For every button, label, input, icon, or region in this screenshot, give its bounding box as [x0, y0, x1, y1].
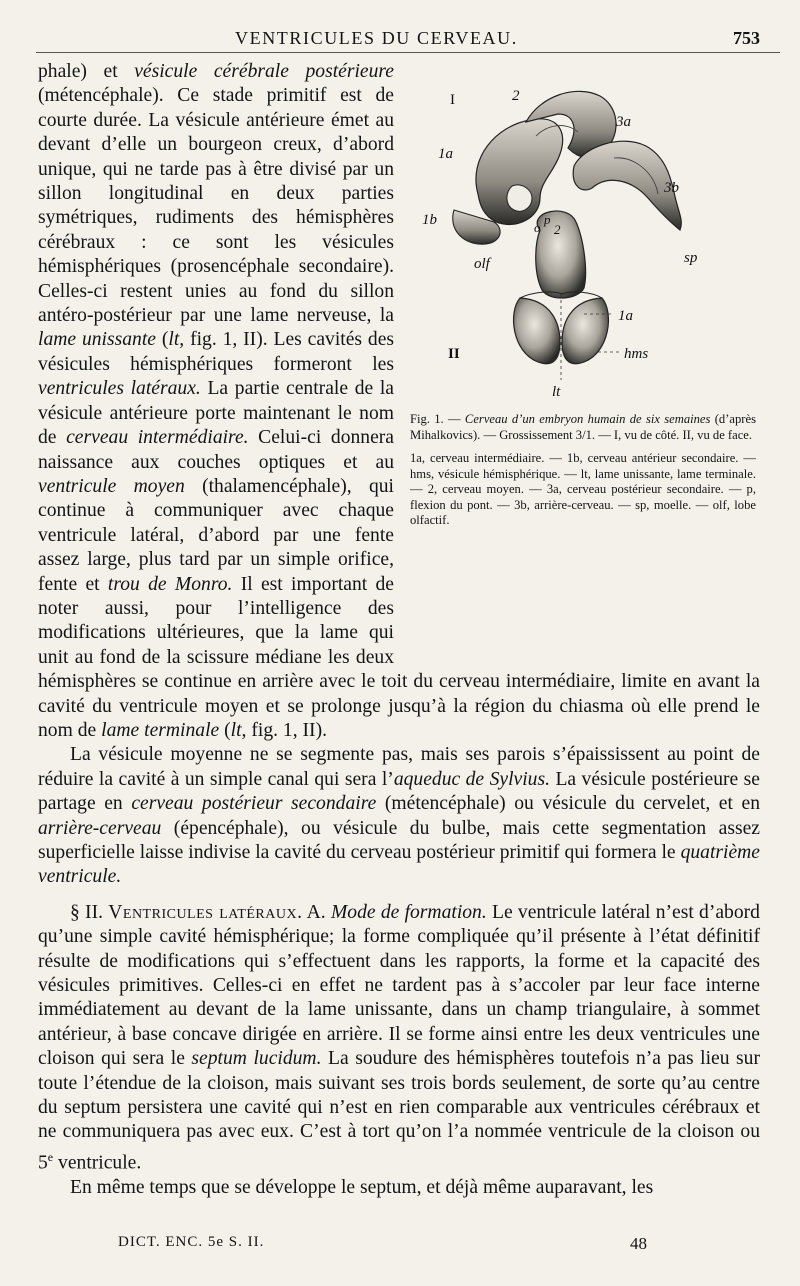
p1-text-a: (métencéphale). Ce stade primitif est de courte durée. La vésicule antérieure émet au devant d’elle un bourgeon creux, d’abord unique, qui ne tarde pas à être divisé par un sillon longitudinal en deux parties symétriques, rudiments des hémisphères cérébraux : ce sont les vésicules hémisphériques (prosencéphale secondaire). Celles-ci restent unies au fond du sillon antéro-postérieur par une lame nerveuse, la	[38, 85, 394, 327]
fig-label-o: o	[534, 220, 541, 235]
caption-title: Cerveau d’un embryon humain de six semaines	[464, 412, 711, 426]
p1-italic-term-3: lt,	[168, 329, 185, 351]
footer-signature: DICT. ENC. 5e S. II.	[118, 1234, 265, 1250]
fig-label-II: II	[448, 346, 460, 362]
section-heading: Ventricules latéraux.	[108, 901, 303, 923]
p2-text-c: (métencéphale) ou vésicule du cervelet, et en	[384, 793, 761, 815]
p1-text-b: (	[161, 329, 169, 351]
caption-heading: Fig. 1. — Cerveau d’un embryon humain de six semaines (d’après Mihalkovics). — Grossissement 3/1. — I, vu de côté. II, vu de face.	[410, 412, 756, 442]
p1-italic-term-2: lame unissante	[38, 329, 156, 351]
subsection-title: Mode de formation.	[330, 901, 487, 923]
fig-label-I: I	[450, 92, 455, 108]
p1-text-c: fig. 1, II). Les cavités des vésicules hémisphériques formeront les	[38, 329, 395, 375]
p3-italic-term-2: septum lucidum.	[191, 1048, 322, 1070]
p2-italic-term-2: cerveau postérieur secondaire	[131, 793, 377, 815]
p1-text-intro: phale) et	[38, 61, 118, 82]
fig-label-1a-top: 1a	[438, 146, 453, 162]
fig-label-1b: 1b	[422, 212, 437, 228]
fig-label-2-top: 2	[512, 88, 520, 104]
running-title: VENTRICULES DU CERVEAU.	[235, 28, 518, 48]
p1-text-e: Celui-ci donnera naissance aux couches optiques et au	[38, 427, 394, 473]
fig-label-2-mid: 2	[554, 222, 561, 237]
header-rule	[36, 52, 780, 53]
p2-text-b: La vésicule postérieure se partage en	[38, 768, 760, 815]
p1-text-g: Il est important de noter aussi, pour l’intelligence des modifications ultérieures, que la lame qui unit au fond de la scissure médiane les deux hémisphères se continue en arrière avec le toit du cerveau intermédiaire, limite en avant la cavité du ventricule moyen et se prolonge jusqu’à la région du chiasma où elle prend le nom de	[38, 573, 760, 741]
p1-text-h: (	[224, 719, 231, 741]
p2-text-a: La vésicule moyenne ne se segmente pas, mais ses parois s’épaississent au point de réduire la cavité à un simple canal qui sera l’	[38, 744, 760, 790]
p2-text-d: (épencéphale), ou vésicule du bulbe, mais cette segmentation assez superficielle laisse indivise la cavité du cerveau postérieur primitif qui formera le	[38, 817, 760, 863]
fig-label-3a: 3a	[616, 114, 631, 130]
p1-italic-term-6: ventricule moyen	[38, 475, 185, 497]
embryo-brain-engraving	[408, 62, 760, 402]
section-number: § II.	[70, 901, 103, 923]
p3-text-d: ventricule.	[58, 1152, 142, 1174]
p3-superscript: e	[47, 1149, 54, 1164]
p1-italic-term-4: ventricules latéraux.	[38, 378, 201, 400]
running-header	[40, 28, 760, 52]
caption-source: (d’après Mihalkovics). — Grossissement 3/1. — I, vu de côté. II, vu de face.	[410, 412, 756, 442]
fig-label-3b: 3b	[664, 180, 679, 196]
caption-legend: 1a, cerveau intermédiaire. — 1b, cerveau antérieur secondaire. — hms, vésicule hémisphérique. — lt, lame unissante, lame terminale. — 2, cerveau moyen. — 3a, cerveau postérieur secondaire. — p, flexion du pont. — 3b, arrière-cerveau. — sp, moelle. — olf, lobe olfactif.	[410, 451, 756, 527]
paragraph-4	[38, 1176, 760, 1200]
paragraph-3	[38, 901, 760, 1176]
p1-italic-term-9: lt,	[230, 719, 247, 741]
p3-text-b: Le ventricule latéral n’est d’abord qu’une simple cavité hémisphérique; la forme compliquée qu’il présente à l’état définitif résulte de modifications qui s’effectuent dans les rapports, la forme et la capacité des vésicules primitives. Celles-ci en effet ne tardent pas à s’accoler par leur face interne immédiatement au devant de la lame unissante, dans un champ triangulaire, à sommet antérieur, à base concave dirigée en arrière. Il se forme ainsi entre les deux ventricules une cloison qui sera le	[38, 901, 760, 1070]
fig-label-hms: hms	[624, 346, 649, 362]
footer-sheet-number: 48	[630, 1234, 647, 1253]
fig-label-olf: olf	[474, 256, 490, 272]
fig-label-lt: lt	[552, 384, 561, 400]
p1-italic-term-8: lame terminale	[101, 719, 220, 741]
p1-italic-term-7: trou de Monro.	[107, 573, 233, 595]
p2-italic-term-3: arrière-cerveau	[38, 817, 162, 839]
p1-italic-term-5: cerveau intermédiaire.	[66, 427, 249, 449]
figure-caption	[410, 412, 756, 529]
fig-label-1a-bottom: 1a	[618, 308, 633, 324]
p2-italic-term-4: quatrième ventricule.	[38, 842, 761, 888]
body-text	[38, 60, 760, 1200]
page-footer	[40, 1234, 760, 1258]
p1-text-d: La partie centrale de la vésicule antérieure porte maintenant le nom de	[38, 378, 394, 449]
subsection-letter: A.	[306, 901, 326, 923]
p4-text-a: En même temps que se développe le septum, et déjà même auparavant, les	[70, 1176, 654, 1198]
caption-label: Fig. 1.	[410, 412, 444, 426]
p3-text-c: La soudure des hémisphères toutefois n’a pas lieu sur toute l’étendue de la cloison, mais suivant ses trois bords seulement, de sorte qu’au centre du septum persistera une cavité qui n’est en rien comparable aux ventricules cérébraux et ne communiquera pas avec eux. C’est à tort qu’on l’a nommée ventricule de la cloison ou 5	[38, 1048, 760, 1174]
p1-italic-term-1: vésicule cérébrale postérieure	[134, 61, 395, 82]
paragraph-2	[38, 743, 760, 889]
page-number: 753	[733, 28, 760, 48]
p1-text-i: fig. 1, II).	[251, 719, 328, 741]
p1-text-f: (thalamencéphale), qui continue à communiquer avec chaque ventricule latéral, d’abord par une fente assez large, plus tard par un simple orifice, fente et	[38, 475, 394, 595]
fig-label-p: p	[544, 212, 551, 227]
figure-1	[408, 62, 760, 654]
fig-label-sp: sp	[684, 250, 698, 266]
front-view-drawing	[514, 211, 620, 380]
p2-italic-term-1: aqueduc de Sylvius.	[393, 768, 550, 790]
